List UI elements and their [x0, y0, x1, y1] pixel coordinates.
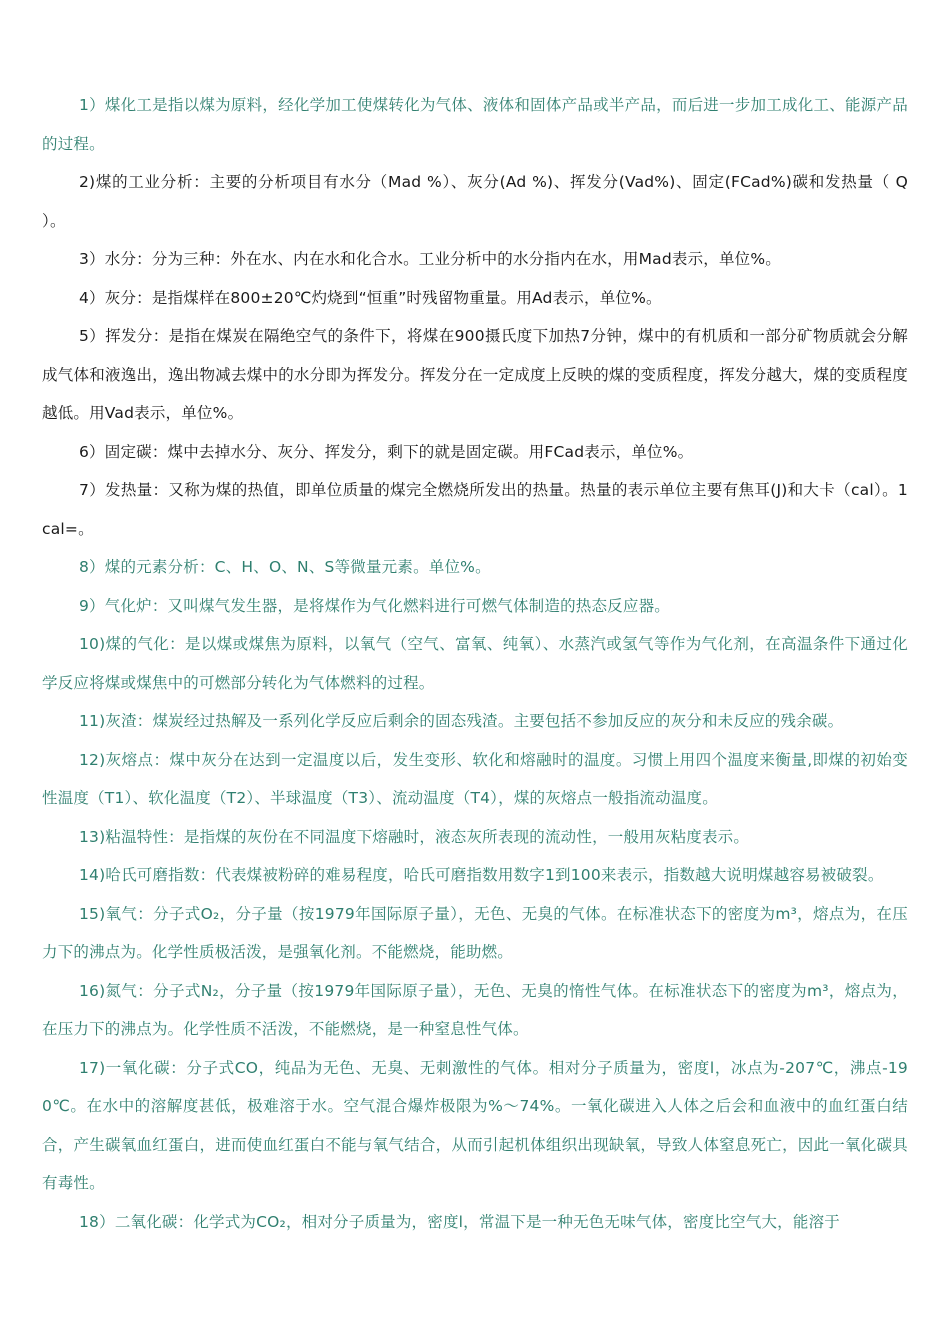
- paragraph-1: 1）煤化工是指以煤为原料，经化学加工使煤转化为气体、液体和固体产品或半产品，而后进一步加工成化工、能源产品的过程。: [42, 96, 908, 153]
- paragraph-12: 12)灰熔点：煤中灰分在达到一定温度以后，发生变形、软化和熔融时的温度。习惯上用四个温度来衡量,即煤的初始变性温度（T1）、软化温度（T2）、半球温度（T3）、流动温度（T4），煤的灰熔点一般指流动温度。: [42, 750, 908, 807]
- paragraph-15: 15)氧气：分子式O₂，分子量（按1979年国际原子量），无色、无臭的气体。在标准状态下的密度为m³，熔点为，在压力下的沸点为。化学性质极活泼，是强氧化剂。不能燃烧，能助燃。: [42, 904, 908, 961]
- paragraph-2: 2)煤的工业分析：主要的分析项目有水分（Mad %）、灰分(Ad %)、挥发分(Vad%)、固定(FCad%)碳和发热量（ Q ）。: [42, 173, 908, 230]
- paragraph-16: 16)氮气：分子式N₂，分子量（按1979年国际原子量），无色、无臭的惰性气体。在标准状态下的密度为m³，熔点为，在压力下的沸点为。化学性质不活泼，不能燃烧，是一种窒息性气体。: [42, 981, 908, 1038]
- paragraph-14: 14)哈氏可磨指数：代表煤被粉碎的难易程度，哈氏可磨指数用数字1到100来表示，指数越大说明煤越容易被破裂。: [79, 866, 884, 884]
- paragraph-9: 9）气化炉：又叫煤气发生器，是将煤作为气化燃料进行可燃气体制造的热态反应器。: [79, 596, 670, 615]
- paragraph-5: 5）挥发分：是指在煤炭在隔绝空气的条件下，将煤在900摄氏度下加热7分钟，煤中的有机质和一部分矿物质就会分解成气体和液逸出，逸出物减去煤中的水分即为挥发分。挥发分在一定成度上反映的煤的变质程度，挥发分越大，煤的变质程度越低。用Vad表示，单位%。: [42, 327, 908, 422]
- paragraph-8: 8）煤的元素分析：C、H、O、N、S等微量元素。单位%。: [79, 558, 491, 576]
- paragraph-6: 6）固定碳：煤中去掉水分、灰分、挥发分，剩下的就是固定碳。用FCad表示，单位%。: [79, 442, 694, 461]
- paragraph-18: 18）二氧化碳：化学式为CO₂，相对分子质量为，密度l，常温下是一种无色无味气体，密度比空气大，能溶于: [79, 1212, 840, 1231]
- paragraph-11: 11)灰渣：煤炭经过热解及一系列化学反应后剩余的固态残渣。主要包括不参加反应的灰分和未反应的残余碳。: [79, 712, 844, 730]
- paragraph-10: 10)煤的气化：是以煤或煤焦为原料，以氧气（空气、富氧、纯氧）、水蒸汽或氢气等作为气化剂，在高温条件下通过化学反应将煤或煤焦中的可燃部分转化为气体燃料的过程。: [42, 635, 908, 692]
- paragraph-3: 3）水分：分为三种：外在水、内在水和化合水。工业分析中的水分指内在水，用Mad表示，单位%。: [79, 250, 782, 268]
- paragraph-13: 13)粘温特性：是指煤的灰份在不同温度下熔融时，液态灰所表现的流动性，一般用灰粘度表示。: [79, 827, 750, 846]
- paragraph-17: 17)一氧化碳：分子式CO，纯品为无色、无臭、无刺激性的气体。相对分子质量为，密度l，冰点为-207℃，沸点-190℃。在水中的溶解度甚低，极难溶于水。空气混合爆炸极限为%～74%。一氧化碳进入人体之后会和血液中的血红蛋白结合，产生碳氧血红蛋白，进而使血红蛋白不能与氧气结合，从而引起机体组织出现缺氧，导致人体窒息死亡，因此一氧化碳具有毒性。: [42, 1058, 908, 1192]
- paragraph-7: 7）发热量：又称为煤的热值，即单位质量的煤完全燃烧所发出的热量。热量的表示单位主要有焦耳(J)和大卡（cal）。1cal=。: [42, 481, 908, 538]
- paragraph-4: 4）灰分：是指煤样在800±20℃灼烧到“恒重”时残留物重量。用Ad表示，单位%。: [79, 288, 662, 307]
